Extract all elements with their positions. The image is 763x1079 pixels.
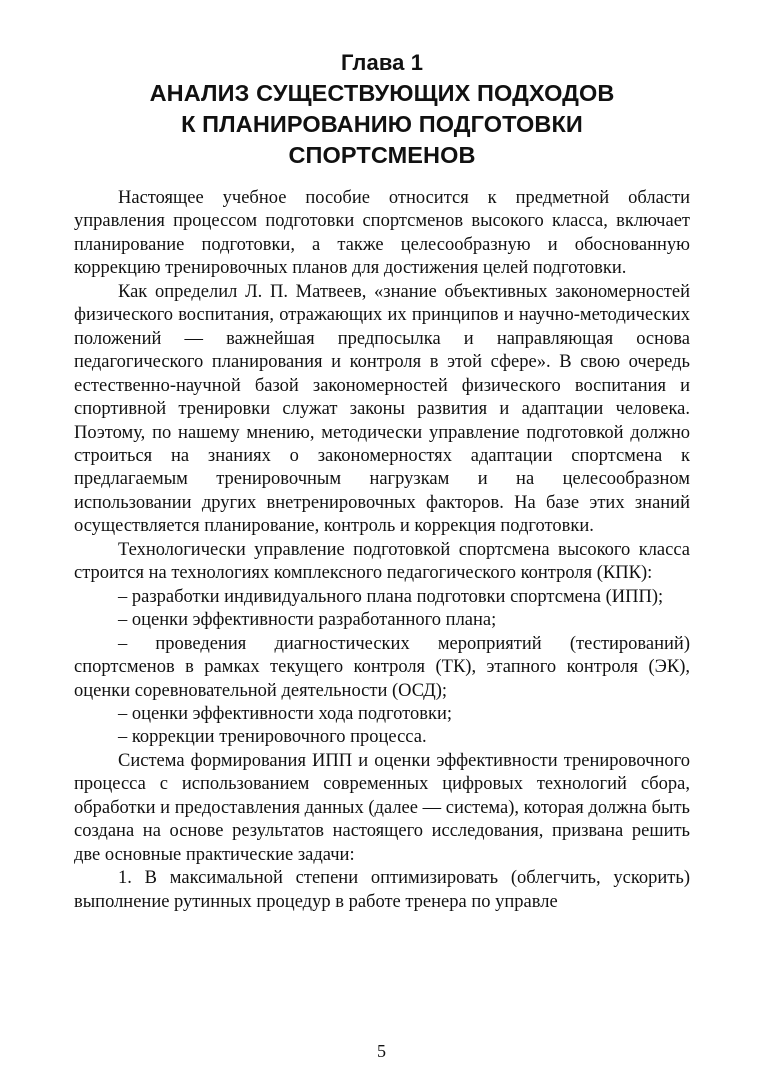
paragraph-kpk: Технологически управление подготовкой спортсмена высокого класса строится на технологиях комплексного педагогического контроля (КПК): xyxy=(74,539,690,584)
chapter-heading xyxy=(74,48,690,171)
chapter-title-line-1: АНАЛИЗ СУЩЕСТВУЮЩИХ ПОДХОДОВ xyxy=(149,80,615,106)
body-text xyxy=(74,187,690,914)
list-item: – оценки эффективности хода подготовки; xyxy=(118,703,452,724)
chapter-number: Глава 1 xyxy=(340,50,424,75)
paragraph-system: Система формирования ИПП и оценки эффективности тренировочного процесса с использованием современных цифровых технологий сбора, обработки и предоставления данных (далее — система), которая должна быть создана на основе результатов настоящего исследования, призвана решить две основные практические задачи: xyxy=(74,750,690,865)
list-item: – оценки эффективности разработанного плана; xyxy=(118,610,497,631)
chapter-title-line-2: К ПЛАНИРОВАНИЮ ПОДГОТОВКИ xyxy=(181,111,583,137)
list-item: – разработки индивидуального плана подготовки спортсмена (ИПП); xyxy=(118,586,664,607)
paragraph-matveev-quote: Как определил Л. П. Матвеев, «знание объективных закономерностей физического воспитания, отражающих их принципов и научно-методических положений — важнейшая предпосылка и направляющая основа педагогического планирования и контроля в этой сфере». В свою очередь естественно-научной базой закономерностей физического воспитания и спортивной тренировки служат законы развития и адаптации человека. Поэтому, по нашему мнению, методически управление подготовкой должно строиться на знаниях о закономерностях адаптации спортсмена к предлагаемым тренировочным нагрузкам и на целесообразном использовании других внетренировочных факторов. На базе этих знаний осуществляется планирование, контроль и коррекция подготовки. xyxy=(74,281,690,537)
paragraph-intro: Настоящее учебное пособие относится к предметной области управления процессом подготовки спортсменов высокого класса, включает планирование подготовки, а также целесообразную и обоснованную коррекцию тренировочных планов для достижения целей подготовки. xyxy=(74,188,690,279)
page-content xyxy=(74,48,690,914)
page-number: 5 xyxy=(377,1041,386,1061)
chapter-title-line-3: СПОРТСМЕНОВ xyxy=(288,142,476,168)
list-item: – проведения диагностических мероприятий (тестирований) спортсменов в рамках текущего контроля (ТК), этапного контроля (ЭК), оценки соревновательной деятельности (ОСД); xyxy=(74,633,690,701)
list-item: – коррекции тренировочного процесса. xyxy=(118,727,427,748)
paragraph-task-1: 1. В максимальной степени оптимизировать (облегчить, ускорить) выполнение рутинных процедур в работе тренера по управле xyxy=(74,868,690,912)
